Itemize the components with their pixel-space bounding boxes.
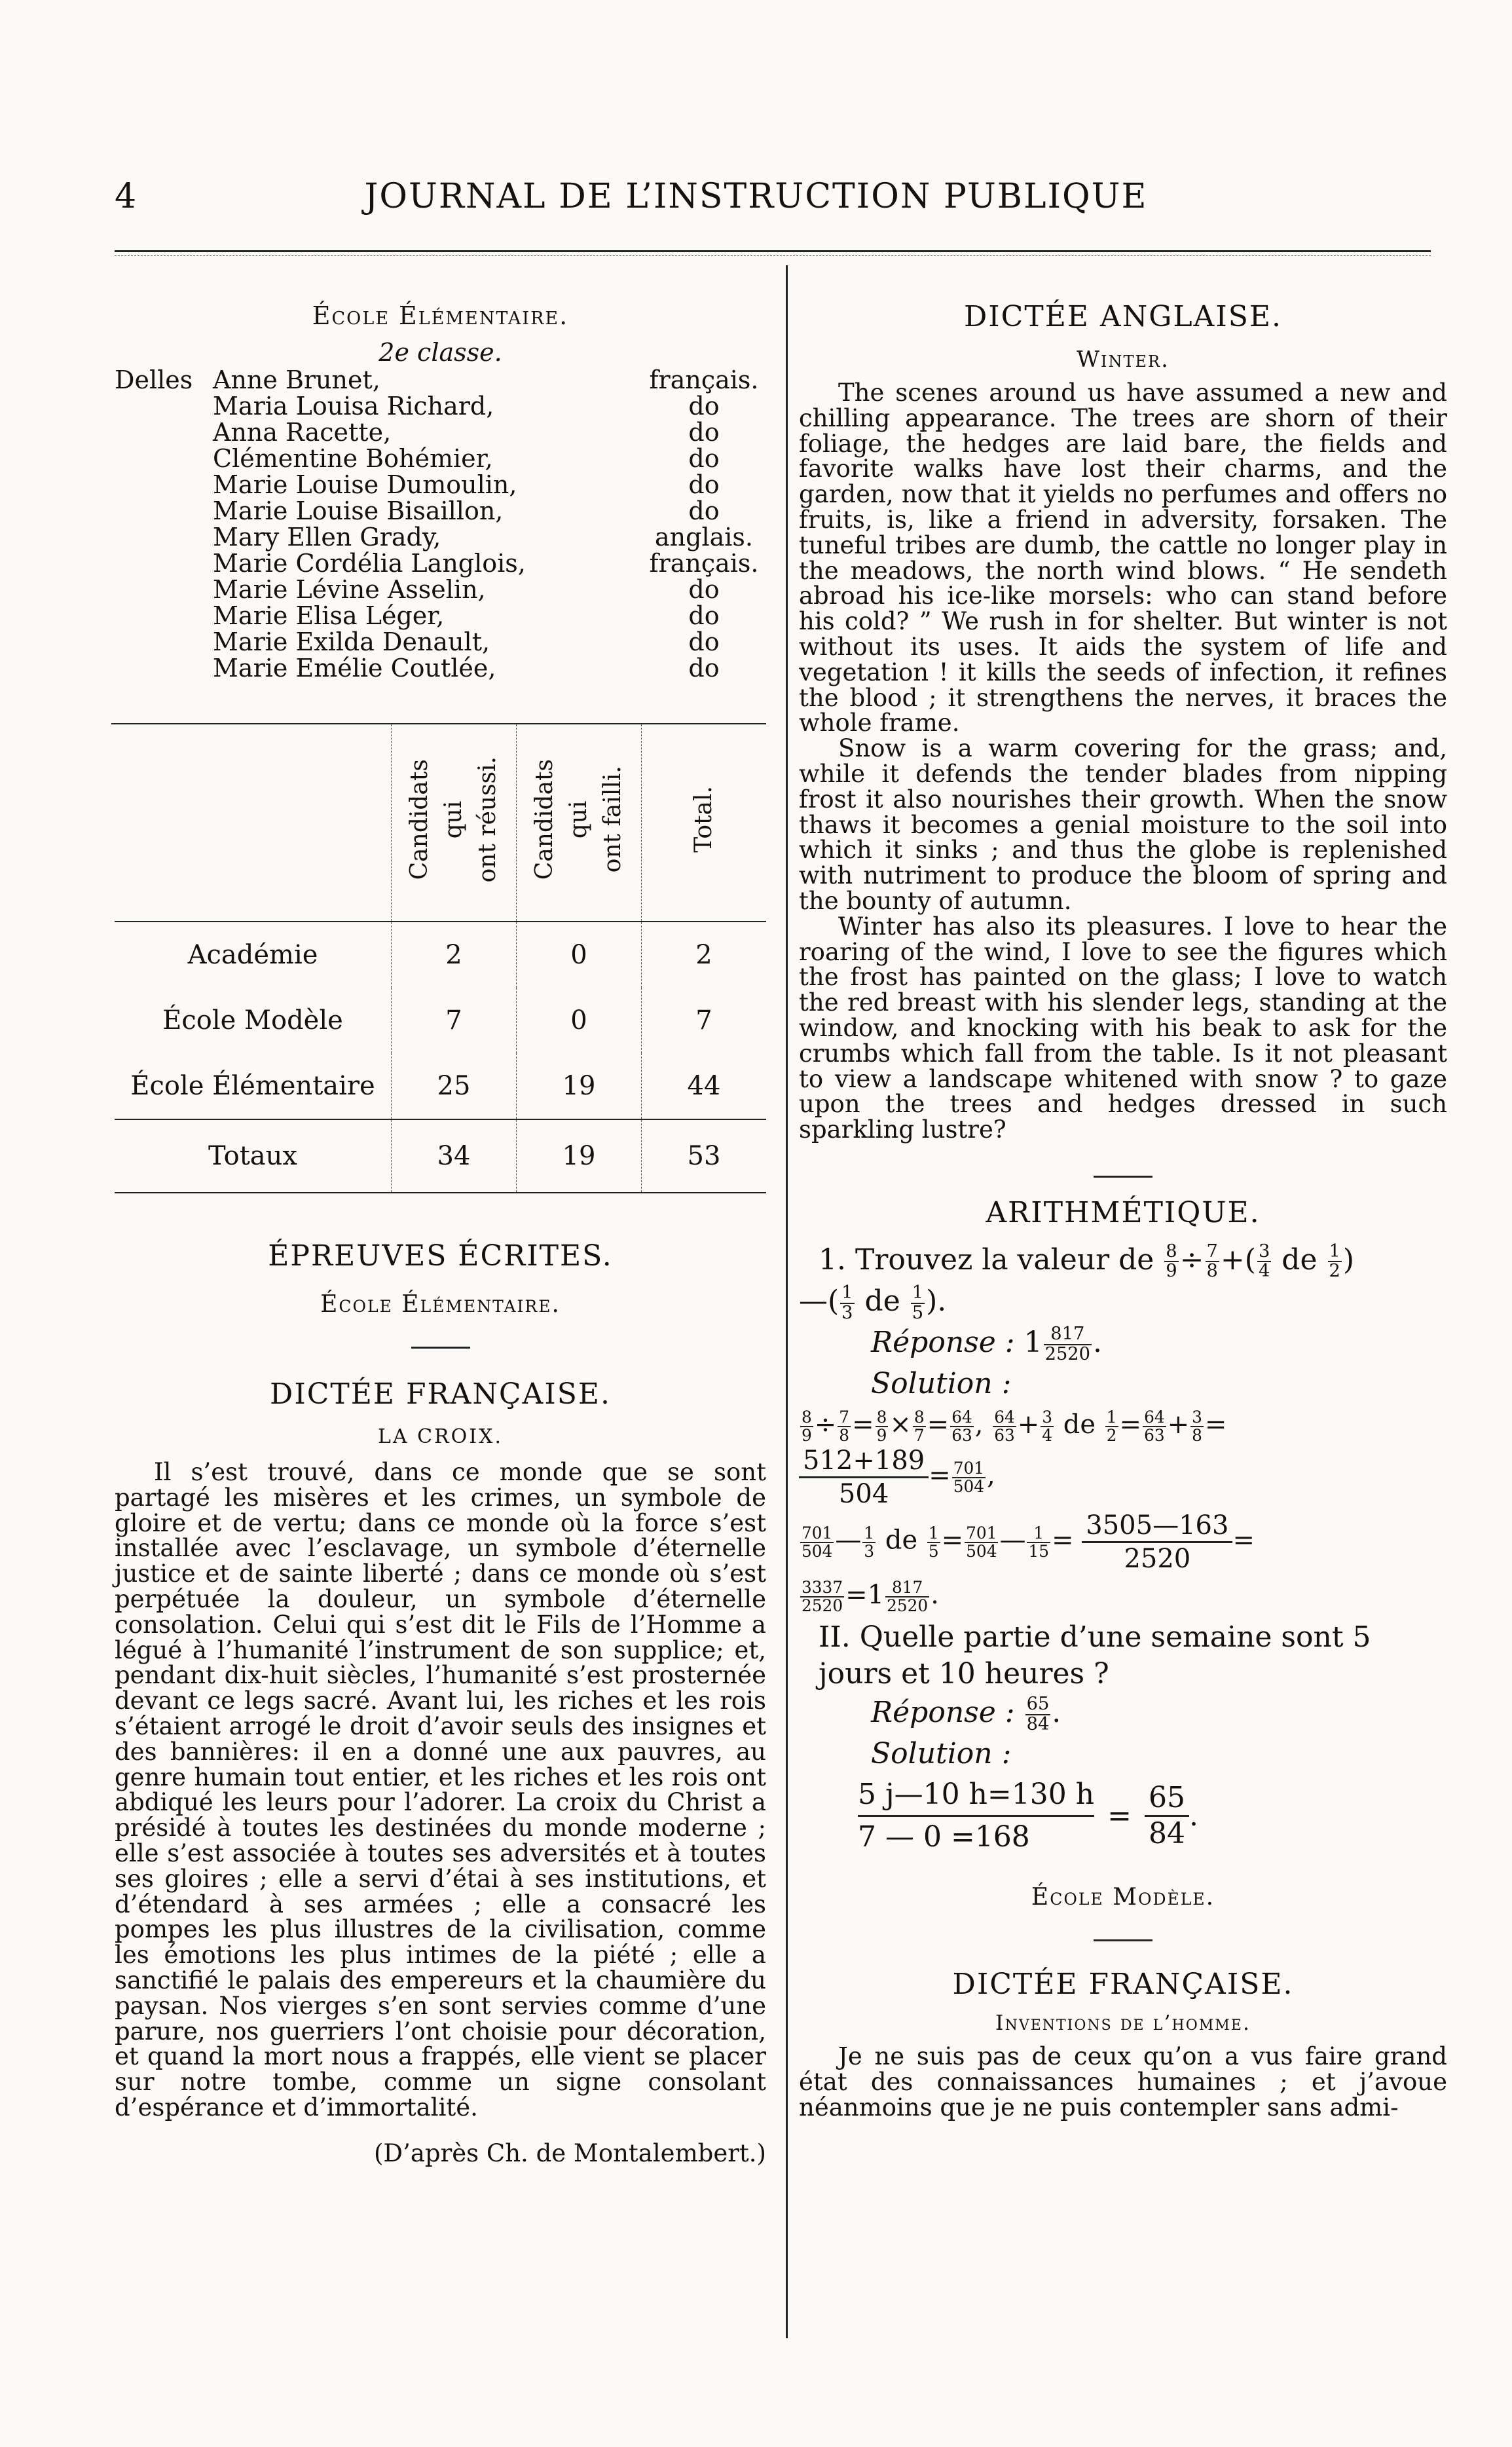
candidate-lang: do	[688, 601, 720, 630]
english-paragraph-1: The scenes around us have assumed a new and chilling appearance. The trees are shorn of their foliage, the hedges are laid bare, the fields and favorite walks have lost their charms, and the garden, now that it yields no perfumes and offers no fruits, is, like a friend in adversity, forsaken. The tuneful tribes are dumb, the cattle no longer play in the meadows, the north wind blows. “ He sendeth abroad his ice-like morsels: who can stand before his cold? ” We rush in for shelter. But winter is not without its uses. It aids the system of life and vegetation ! it kills the seeds of infection, it refines the blood ; it strengthens the nerves, it braces the whole frame.	[799, 379, 1447, 738]
candidate-prefix	[115, 550, 213, 576]
candidate-name: Clémentine Bohémier,	[213, 444, 493, 473]
dictee-subtitle: LA CROIX.	[377, 1425, 503, 1448]
col-header-total: Total.	[642, 724, 767, 922]
solution-label-2: Solution :	[871, 1737, 1012, 1771]
candidate-name: Anne Brunet,	[213, 365, 380, 394]
list-item	[115, 655, 766, 681]
modele-school: École Modèle.	[1031, 1884, 1215, 1911]
col-header-failed: Candidats qui ont failli.	[517, 724, 642, 922]
failed-cell: 19	[517, 1053, 642, 1119]
dictee-title: DICTÉE FRANÇAISE.	[270, 1377, 611, 1411]
list-item	[115, 393, 766, 419]
table-row	[115, 922, 766, 988]
candidate-lang: do	[688, 418, 720, 447]
solution-1-line-3: $\frac{701}{504}$ — $\frac{1}{3}$ de $\frac{1}{5}$ = $\frac{701}{504}$ — $\frac{1}{15}$ = $\frac{3505—163}{2520}$ =	[802, 1510, 1255, 1575]
row-label: Académie	[187, 940, 318, 970]
list-item	[115, 472, 766, 498]
question-2: II. Quelle partie d’une semaine sont 5 jours et 10 heures ?	[819, 1620, 1371, 1691]
candidate-name: Marie Cordélia Langlois,	[213, 549, 526, 578]
table-row	[115, 988, 766, 1053]
candidate-prefix	[115, 445, 213, 472]
candidate-lang: do	[688, 654, 720, 682]
col-header-passed: Candidats qui ont réussi.	[392, 724, 517, 922]
candidate-name: Maria Louisa Richard,	[213, 392, 494, 420]
english-title: DICTÉE ANGLAISE.	[964, 300, 1282, 333]
candidate-name: Marie Louise Dumoulin,	[213, 470, 517, 499]
table-row	[115, 1053, 766, 1119]
header-rule-dashed	[115, 255, 1431, 256]
candidate-lang: do	[688, 470, 720, 499]
answer-2: Réponse : $\frac{65}{84}$ .	[871, 1694, 1061, 1734]
totals-total: 53	[642, 1119, 767, 1193]
question-1: 1. Trouvez la valeur de $\frac{8}{9}$ ÷ $\frac{7}{8}$ +( $\frac{3}{4}$ de $\frac{1}{2}$ )	[819, 1241, 1355, 1282]
candidate-lang: do	[688, 444, 720, 473]
candidate-list	[115, 367, 766, 681]
section-rule	[411, 1347, 470, 1349]
solution-1-line-4: $\frac{3337}{2520}$ =1 $\frac{817}{2520}$ .	[802, 1578, 939, 1616]
list-item	[115, 603, 766, 629]
passed-cell: 2	[392, 922, 517, 988]
list-item	[115, 550, 766, 576]
failed-cell: 0	[517, 988, 642, 1053]
total-cell: 7	[642, 988, 767, 1053]
english-paragraph-2: Snow is a warm covering for the grass; and, while it defends the tender blades from nipping frost it also nourishes their growth. When the snow thaws it becomes a genial moisture to the soil into which it sinks ; and thus the globe is replenished with nutriment to produce the bloom of spring and the bounty of autumn.	[799, 734, 1447, 915]
english-paragraph-3: Winter has also its pleasures. I love to hear the roaring of the wind, I love to see the figures which the frost has painted on the glass; I love to watch the red breast with his slender legs, standing at the window, and knocking with his beak to ask for the crumbs which fall from the table. Is it not pleasant to view a landscape whitened with snow ? to gaze upon the trees and hedges dressed in such sparkling lustre?	[799, 912, 1447, 1144]
passed-cell: 25	[392, 1053, 517, 1119]
solution-2: $\frac{5 j—10 h=130 h}{7 — 0 =168}$ = $\frac{65}{84}$ .	[799, 1774, 1447, 1858]
left-column	[115, 282, 766, 2167]
arith-title: ARITHMÉTIQUE.	[986, 1195, 1261, 1229]
candidate-prefix	[115, 472, 213, 498]
section-rule	[1094, 1176, 1152, 1178]
school-heading: École Élémentaire.	[312, 301, 569, 330]
solution-1-line-2: $\frac{512+189}{504}$ = $\frac{701}{504}$ ,	[799, 1445, 1447, 1510]
failed-cell: 0	[517, 922, 642, 988]
row-label: École Élémentaire	[130, 1071, 375, 1101]
candidate-name: Marie Elisa Léger,	[213, 601, 445, 630]
candidate-lang: do	[688, 575, 720, 604]
total-cell: 44	[642, 1053, 767, 1119]
section-rule	[1094, 1939, 1152, 1941]
dictee-text: Il s’est trouvé, dans ce monde que se sont partagé les misères et les crimes, un symbole de gloire et de vertu; dans ce monde où la force s’est installée avec l’esclavage, un symbole d’éternelle justice et de sainte liberté ; dans ce monde où s’est perpétuée la douleur, un symbole d’éternelle consolation. Celui qui s’est dit le Fils de l’Homme a légué à l’humanité l’instrument de son supplice; et, pendant dix-huit siècles, l’humanité s’est prosternée devant ce legs sacré. Avant lui, les riches et les rois s’étaient arrogé le droit d’avoir seuls des insignes et des bannières: il en a donné une aux pauvres, au genre humain tout entier, et les riches et les rois ont abdiqué les leurs pour l’adorer. La croix du Christ a présidé à toutes les destinées du monde moderne ; elle s’est associée à toutes ses adversités et à toutes ses gloires ; elle a servi d’étai à ses institutions, et d’étendard à ses armées ; elle a consacré les pompes les plus illustres de la civilisation, comme les émotions les plus intimes de la piété ; elle a sanctifié le palais des empereurs et la chaumière du paysan. Nos vierges s’en sont servies comme d’une parure, nos guerriers l’ont choisie pour décoration, et quand la mort nous a frappés, elle vient se placer sur notre tombe, comme un signe consolant d’espérance et d’immortalité.	[115, 1458, 766, 2121]
results-table	[115, 724, 766, 1193]
list-item	[115, 367, 766, 393]
candidate-name: Marie Lévine Asselin,	[213, 575, 486, 604]
candidate-prefix	[115, 629, 213, 655]
totals-label: Totaux	[115, 1119, 392, 1193]
list-item	[115, 419, 766, 445]
column-divider	[786, 265, 788, 2338]
candidate-name: Anna Racette,	[213, 418, 392, 447]
solution-label-1: Solution :	[871, 1367, 1012, 1401]
total-cell: 2	[642, 922, 767, 988]
candidate-lang: français.	[649, 549, 759, 578]
list-item	[115, 524, 766, 550]
candidate-lang: français.	[649, 365, 759, 394]
candidate-name: Marie Louise Bisaillon,	[213, 496, 504, 525]
results-row-header	[115, 724, 392, 922]
epreuves-title: ÉPREUVES ÉCRITES.	[268, 1239, 613, 1273]
right-column	[799, 282, 1447, 2121]
question-1-cont: —( $\frac{1}{3}$ de $\frac{1}{5}$ ).	[799, 1282, 947, 1323]
answer-1: Réponse : 1 $\frac{817}{2520}$ .	[871, 1324, 1102, 1364]
candidate-name: Marie Exilda Denault,	[213, 627, 490, 656]
dictee2-text: Je ne suis pas de ceux qu’on a vus faire grand état des connaissances humaines ; et j’avoue néanmoins que je ne puis contempler sans admi-	[799, 2042, 1447, 2122]
solution-1-line-1: $\frac{8}{9}$ ÷ $\frac{7}{8}$ = $\frac{8}{9}$ × $\frac{8}{7}$ = $\frac{64}{63}$ , $\frac{64}{63}$ + $\frac{3}{4}$ de $\frac{1}{2}$ = $\frac{64}{63}$ + $\frac{3}{8}$ =	[802, 1408, 1227, 1446]
list-item	[115, 498, 766, 524]
candidate-prefix	[115, 576, 213, 603]
list-item	[115, 576, 766, 603]
candidate-prefix: Delles	[115, 365, 193, 394]
dictee2-title: DICTÉE FRANÇAISE.	[952, 1968, 1294, 2002]
totals-passed: 34	[392, 1119, 517, 1193]
candidate-prefix	[115, 524, 213, 550]
candidate-lang: anglais.	[655, 523, 753, 551]
passed-cell: 7	[392, 988, 517, 1053]
candidate-prefix	[115, 603, 213, 629]
header-rule	[115, 250, 1431, 252]
candidate-lang: do	[688, 627, 720, 656]
dictee2-subtitle: Inventions de l’homme.	[995, 2010, 1251, 2036]
page-number: 4	[115, 177, 137, 216]
english-subtitle: Winter.	[1077, 346, 1170, 373]
class-label: 2e classe.	[378, 338, 502, 367]
totals-row	[115, 1119, 766, 1193]
candidate-prefix	[115, 393, 213, 419]
candidate-name: Marie Emélie Coutlée,	[213, 654, 496, 682]
dictee-source: (D’après Ch. de Montalembert.)	[373, 2139, 766, 2167]
list-item	[115, 445, 766, 472]
candidate-name: Mary Ellen Grady,	[213, 523, 441, 551]
candidate-lang: do	[688, 392, 720, 420]
totals-failed: 19	[517, 1119, 642, 1193]
row-label: École Modèle	[162, 1005, 343, 1036]
candidate-lang: do	[688, 496, 720, 525]
journal-title: JOURNAL DE L’INSTRUCTION PUBLIQUE	[364, 177, 1148, 216]
candidate-prefix	[115, 419, 213, 445]
epreuves-school: École Élémentaire.	[320, 1291, 561, 1318]
list-item	[115, 629, 766, 655]
candidate-prefix	[115, 498, 213, 524]
candidate-prefix	[115, 655, 213, 681]
